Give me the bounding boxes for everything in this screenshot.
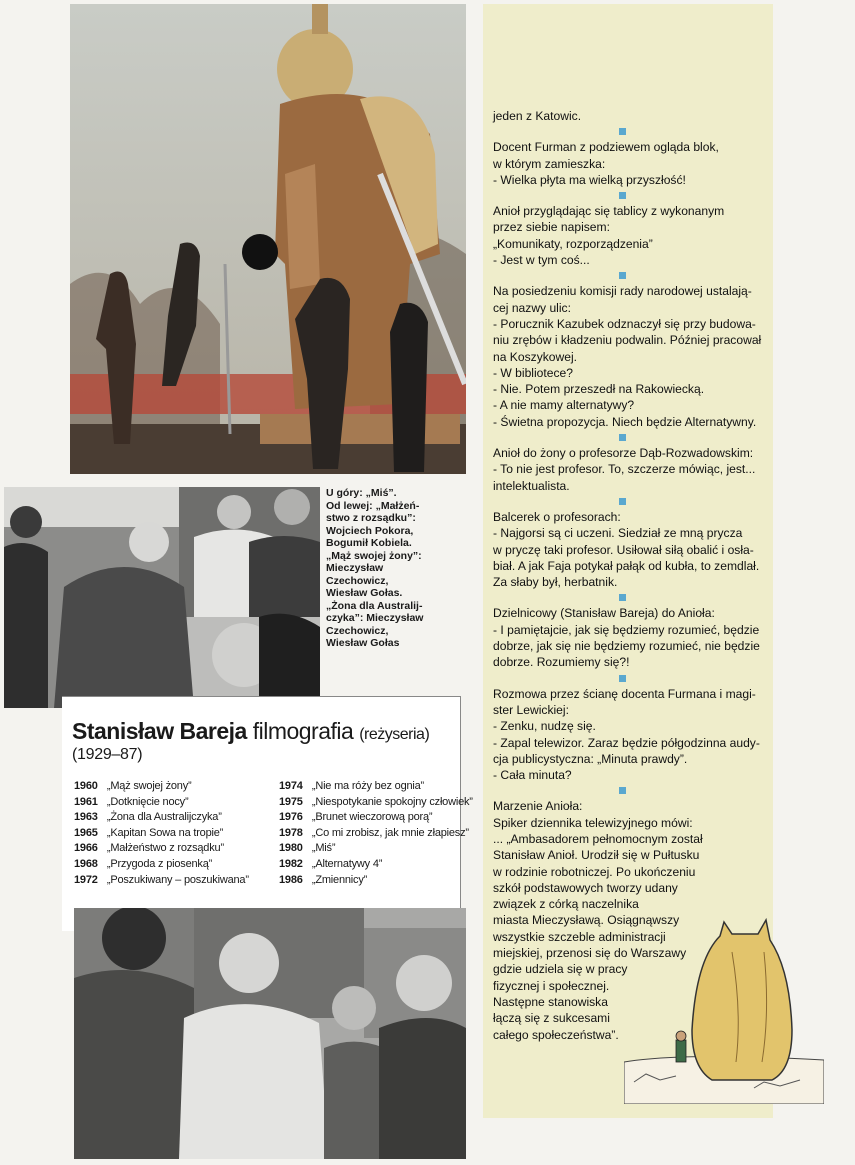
quote-line: ster Lewickiej: — [493, 702, 569, 717]
filmography-entry — [74, 795, 274, 811]
quote-line: - Jest w tym coś... — [493, 253, 590, 268]
section-separator-square — [619, 675, 626, 682]
filmography-name: Stanisław Bareja — [72, 718, 247, 744]
quote-line: Na posiedzeniu komisji rady narodowej ustalają- — [493, 284, 752, 299]
filmography-word: filmografia — [252, 718, 354, 744]
filmography-entry — [279, 841, 469, 857]
quote-line: w którym zamieszka: — [493, 156, 606, 171]
quote-line: - To nie jest profesor. To, szczerze mówiąc, jest... — [493, 462, 756, 477]
quote-line: - Zapal telewizor. Zaraz będzie półgodzinna audy- — [493, 735, 760, 750]
quote-line: Anioł przyglądając się tablicy z wykonanym — [493, 204, 725, 219]
quote-line: Następne stanowiska — [493, 994, 608, 1009]
filmography-year: 1982 — [279, 857, 303, 870]
filmography-year: 1968 — [74, 857, 98, 870]
quote-line: - I pamiętajcie, jak się będziemy rozumieć, będzie — [493, 622, 760, 637]
filmography-entry — [74, 857, 274, 873]
section-separator-square — [619, 192, 626, 199]
filmography-film-title: „Dotknięcie nocy” — [104, 795, 189, 808]
quote-line: - W bibliotece? — [493, 365, 573, 380]
section-separator-square — [619, 594, 626, 601]
filmography-year: 1963 — [74, 811, 98, 824]
filmography-entry — [279, 779, 469, 795]
filmography-film-title: „Niespotykanie spokojny człowiek” — [309, 795, 473, 808]
caption-line: Wojciech Pokora, — [326, 524, 414, 537]
filmography-year: 1960 — [74, 780, 98, 792]
quote-line: - Świetna propozycja. Niech będzie Alternatywny. — [493, 414, 757, 429]
section-separator-square — [619, 128, 626, 135]
filmography-year: 1978 — [279, 826, 303, 839]
quote-line: Spiker dziennika telewizyjnego mówi: — [493, 815, 693, 830]
section-separator-square — [619, 272, 626, 279]
quote-line: Stanisław Anioł. Urodził się w Pułtusku — [493, 848, 700, 863]
quote-line: „Komunikaty, rozporządzenia” — [493, 236, 653, 251]
filmography-year: 1966 — [74, 842, 98, 855]
quote-line: Dzielnicowy (Stanisław Bareja) do Anioła: — [493, 606, 715, 621]
quote-line: Anioł do żony o profesorze Dąb-Rozwadowskim: — [493, 446, 754, 461]
quote-line: przez siebie napisem: — [493, 220, 610, 235]
quote-line: ... „Ambasadorem pełnomocnym został — [493, 831, 703, 846]
quote-line: - Nie. Potem przeszedł na Rakowiecką. — [493, 382, 705, 397]
caption-line: Mieczysław — [326, 562, 384, 574]
filmography-entry — [74, 841, 274, 857]
filmography-entry — [74, 779, 274, 795]
quote-line: Balcerek o profesorach: — [493, 509, 621, 524]
quote-line: cej nazwy ulic: — [493, 300, 571, 315]
filmography-year: 1976 — [279, 811, 303, 824]
quote-line: dobrze, jak się nie będziemy rozumieć, nie będzie — [493, 639, 760, 654]
filmography-year: 1980 — [279, 842, 303, 855]
quotes-column — [493, 108, 765, 1043]
caption-line: Bogumił Kobiela. — [326, 537, 412, 549]
section-separator-square — [619, 498, 626, 505]
caption-line: U góry: „Miś”. — [326, 487, 397, 499]
filmography-title — [72, 718, 429, 748]
quote-line: Rozmowa przez ścianę docenta Furmana i magi- — [493, 686, 756, 701]
caption-line: stwo z rozsądku”: — [326, 512, 416, 524]
quote-line: cja publicystyczna: „Minuta prawdy”. — [493, 751, 688, 766]
caption-line: Od lewej: „Małżeń- — [326, 499, 420, 512]
photo-caption — [326, 487, 454, 650]
filmography-film-title: „Małżeństwo z rozsądku” — [104, 842, 224, 855]
filmography-year: 1986 — [279, 873, 303, 886]
filmography-entry — [279, 873, 469, 889]
caption-line: Czechowicz, — [326, 624, 389, 637]
filmography-year: 1965 — [74, 826, 98, 839]
quote-line: na Koszykowej. — [493, 349, 578, 364]
quote-line: - Najgorsi są ci uczeni. Siedział ze mną prycza — [493, 526, 743, 541]
caption-line: czyka”: Mieczysław — [326, 612, 424, 624]
filmography-film-title: „Żona dla Australijczyka” — [104, 811, 222, 824]
filmography-year: 1972 — [74, 873, 98, 886]
filmography-year: 1975 — [279, 795, 303, 808]
filmography-list-left — [74, 779, 274, 888]
filmography-film-title: „Miś” — [309, 842, 336, 855]
caption-line: Czechowicz, — [326, 574, 389, 587]
quote-line: miasta Mieczysławą. Osiągnąwszy — [493, 913, 680, 928]
filmography-entry — [279, 810, 469, 826]
filmography-film-title: „Zmiennicy” — [309, 873, 368, 886]
caption-line: „Mąż swojej żony”: — [326, 549, 422, 562]
filmography-entry — [279, 795, 473, 811]
filmography-entry — [74, 810, 274, 826]
filmography-film-title: „Brunet wieczorową porą” — [309, 811, 433, 824]
quote-line: gdzie udziela się w pracy — [493, 962, 628, 977]
photo-mis-straw-bear — [70, 4, 466, 474]
caption-line: „Żona dla Australij- — [326, 599, 423, 612]
filmography-entry — [279, 857, 469, 873]
quote-line: - Zenku, nudzę się. — [493, 719, 596, 734]
quote-line: wszystkie szczeble administracji — [493, 929, 666, 944]
section-separator-square — [619, 434, 626, 441]
filmography-role: (reżyseria) — [359, 726, 430, 743]
filmography-year: 1974 — [279, 780, 303, 792]
quote-line: Za słaby był, herbatnik. — [493, 575, 618, 590]
quote-line: biał. A jak Faja potykał pałąk od kubła, to zemdlał. — [493, 558, 760, 573]
bear-illustration — [624, 912, 824, 1104]
quote-line: miejskiej, przenosi się do Warszawy — [493, 946, 687, 961]
quote-line: - Cała minuta? — [493, 768, 572, 783]
photo-film-stills-collage — [4, 487, 320, 708]
filmography-film-title: „Co mi zrobisz, jak mnie złapiesz” — [309, 826, 469, 839]
filmography-film-title: „Kapitan Sowa na tropie” — [104, 826, 224, 839]
quote-line: szkół podstawowych tworzy udany — [493, 880, 678, 895]
quote-line: łączą się z sukcesami — [493, 1011, 610, 1026]
quote-line: jeden z Katowic. — [493, 109, 582, 123]
photo-director-on-set — [74, 908, 466, 1159]
filmography-entry — [279, 826, 469, 842]
filmography-film-title: „Alternatywy 4” — [309, 857, 383, 870]
quote-line: całego społeczeństwa”. — [493, 1027, 619, 1042]
quote-line: niu zrębów i kładzeniu podwalin. Później pracował — [493, 333, 762, 348]
filmography-entry — [74, 873, 274, 889]
quote-line: dobrze. Rozumiemy się?! — [493, 655, 630, 670]
quote-line: związek z córką naczelnika — [493, 897, 639, 912]
quote-line: Marzenie Anioła: — [493, 799, 583, 814]
caption-line: Wiesław Gołas. — [326, 587, 403, 599]
quote-line: fizycznej i społecznej. — [493, 978, 610, 993]
quote-line: w rodzinie robotniczej. Po ukończeniu — [493, 864, 696, 879]
quote-line: - A nie mamy alternatywy? — [493, 398, 635, 413]
quote-line: - Porucznik Kazubek odznaczył się przy budowa- — [493, 316, 756, 331]
filmography-year: 1961 — [74, 795, 98, 808]
quote-line: w pryczę taki profesor. Usiłował siłą obalić i osła- — [493, 542, 754, 557]
filmography-film-title: „Przygoda z piosenką” — [104, 857, 213, 870]
quote-line: intelektualista. — [493, 478, 570, 493]
quote-line: - Wielka płyta ma wielką przyszłość! — [493, 172, 686, 187]
filmography-film-title: „Mąż swojej żony” — [104, 780, 192, 792]
quote-line: Docent Furman z podziewem ogląda blok, — [493, 140, 719, 155]
filmography-list-right — [279, 779, 473, 888]
filmography-entry — [74, 826, 274, 842]
section-separator-square — [619, 787, 626, 794]
filmography-film-title: „Nie ma róży bez ognia” — [309, 780, 425, 792]
filmography-film-title: „Poszukiwany – poszukiwana” — [104, 873, 249, 886]
filmography-years: (1929–87) — [72, 746, 143, 763]
caption-line: Wiesław Gołas — [326, 637, 400, 649]
